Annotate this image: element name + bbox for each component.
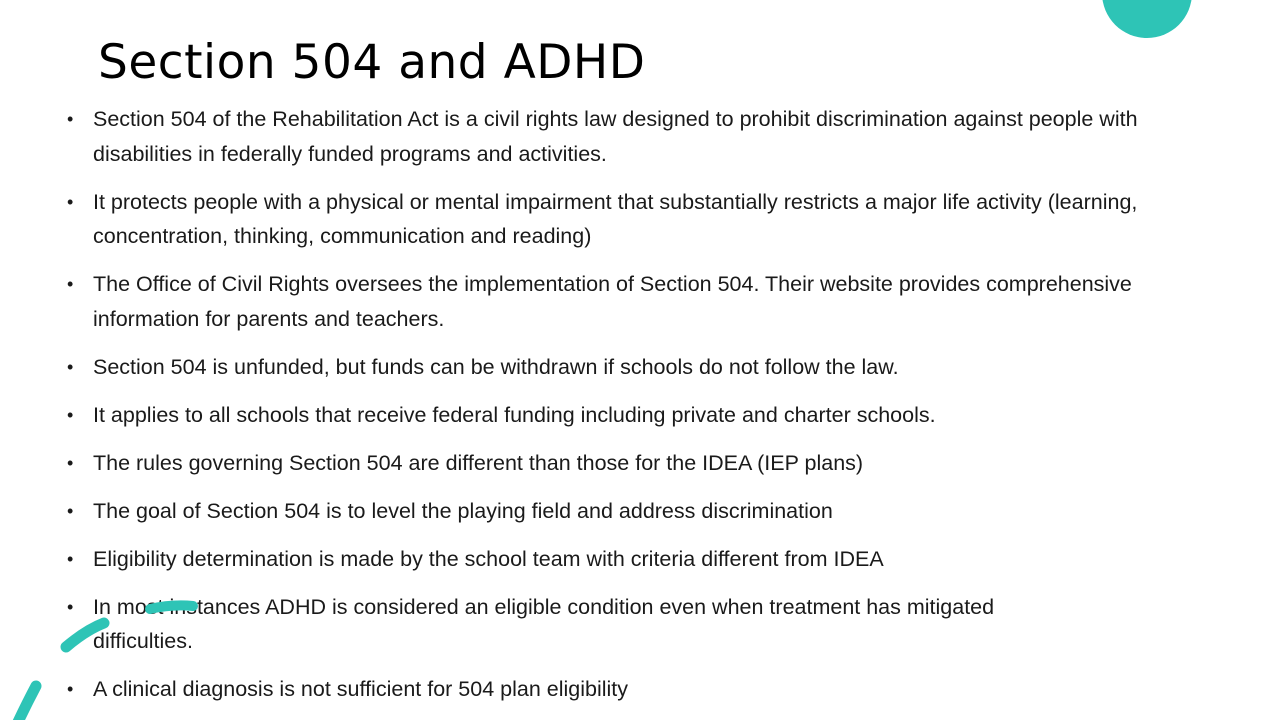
bullet-item (66, 446, 1196, 481)
brush-stroke-corner (18, 686, 36, 720)
bullet-text: The Office of Civil Rights oversees the implementation of Section 504. Their website provides comprehensive information for parents and teachers. (93, 272, 1132, 331)
bullet-list (66, 102, 1196, 720)
bullet-text: A clinical diagnosis is not sufficient for 504 plan eligibility (93, 677, 629, 701)
bullet-text: Eligibility determination is made by the school team with criteria different from IDEA (93, 546, 884, 571)
bullet-text: It protects people with a physical or mental impairment that substantially restricts a major life activity (learning, concentration, thinking, communication and reading) (93, 189, 1138, 248)
bullet-item (66, 102, 1196, 171)
bullet-item (66, 398, 1196, 433)
decorative-circle (1102, 0, 1192, 38)
bullet-item (66, 185, 1196, 254)
bullet-item (66, 672, 1196, 707)
bullet-item (66, 494, 1196, 529)
bullet-item (66, 542, 1196, 577)
slide-title: Section 504 and ADHD (98, 35, 646, 90)
bullet-text: The rules governing Section 504 are different than those for the IDEA (IEP plans) (93, 450, 864, 475)
bullet-text: The goal of Section 504 is to level the playing field and address discrimination (93, 498, 833, 523)
bullet-text: It applies to all schools that receive federal funding including private and charter schools. (93, 402, 936, 427)
bullet-text: Section 504 of the Rehabilitation Act is a civil rights law designed to prohibit discrimination against people with disabilities in federally funded programs and activities. (93, 107, 1138, 166)
bullet-item (66, 350, 1196, 385)
bullet-text: Section 504 is unfunded, but funds can be withdrawn if schools do not follow the law. (93, 354, 899, 379)
bullet-item (66, 590, 1033, 659)
bullet-item (66, 267, 1196, 336)
bullet-text: In most instances ADHD is considered an eligible condition even when treatment has mitigated difficulties. (93, 594, 995, 653)
